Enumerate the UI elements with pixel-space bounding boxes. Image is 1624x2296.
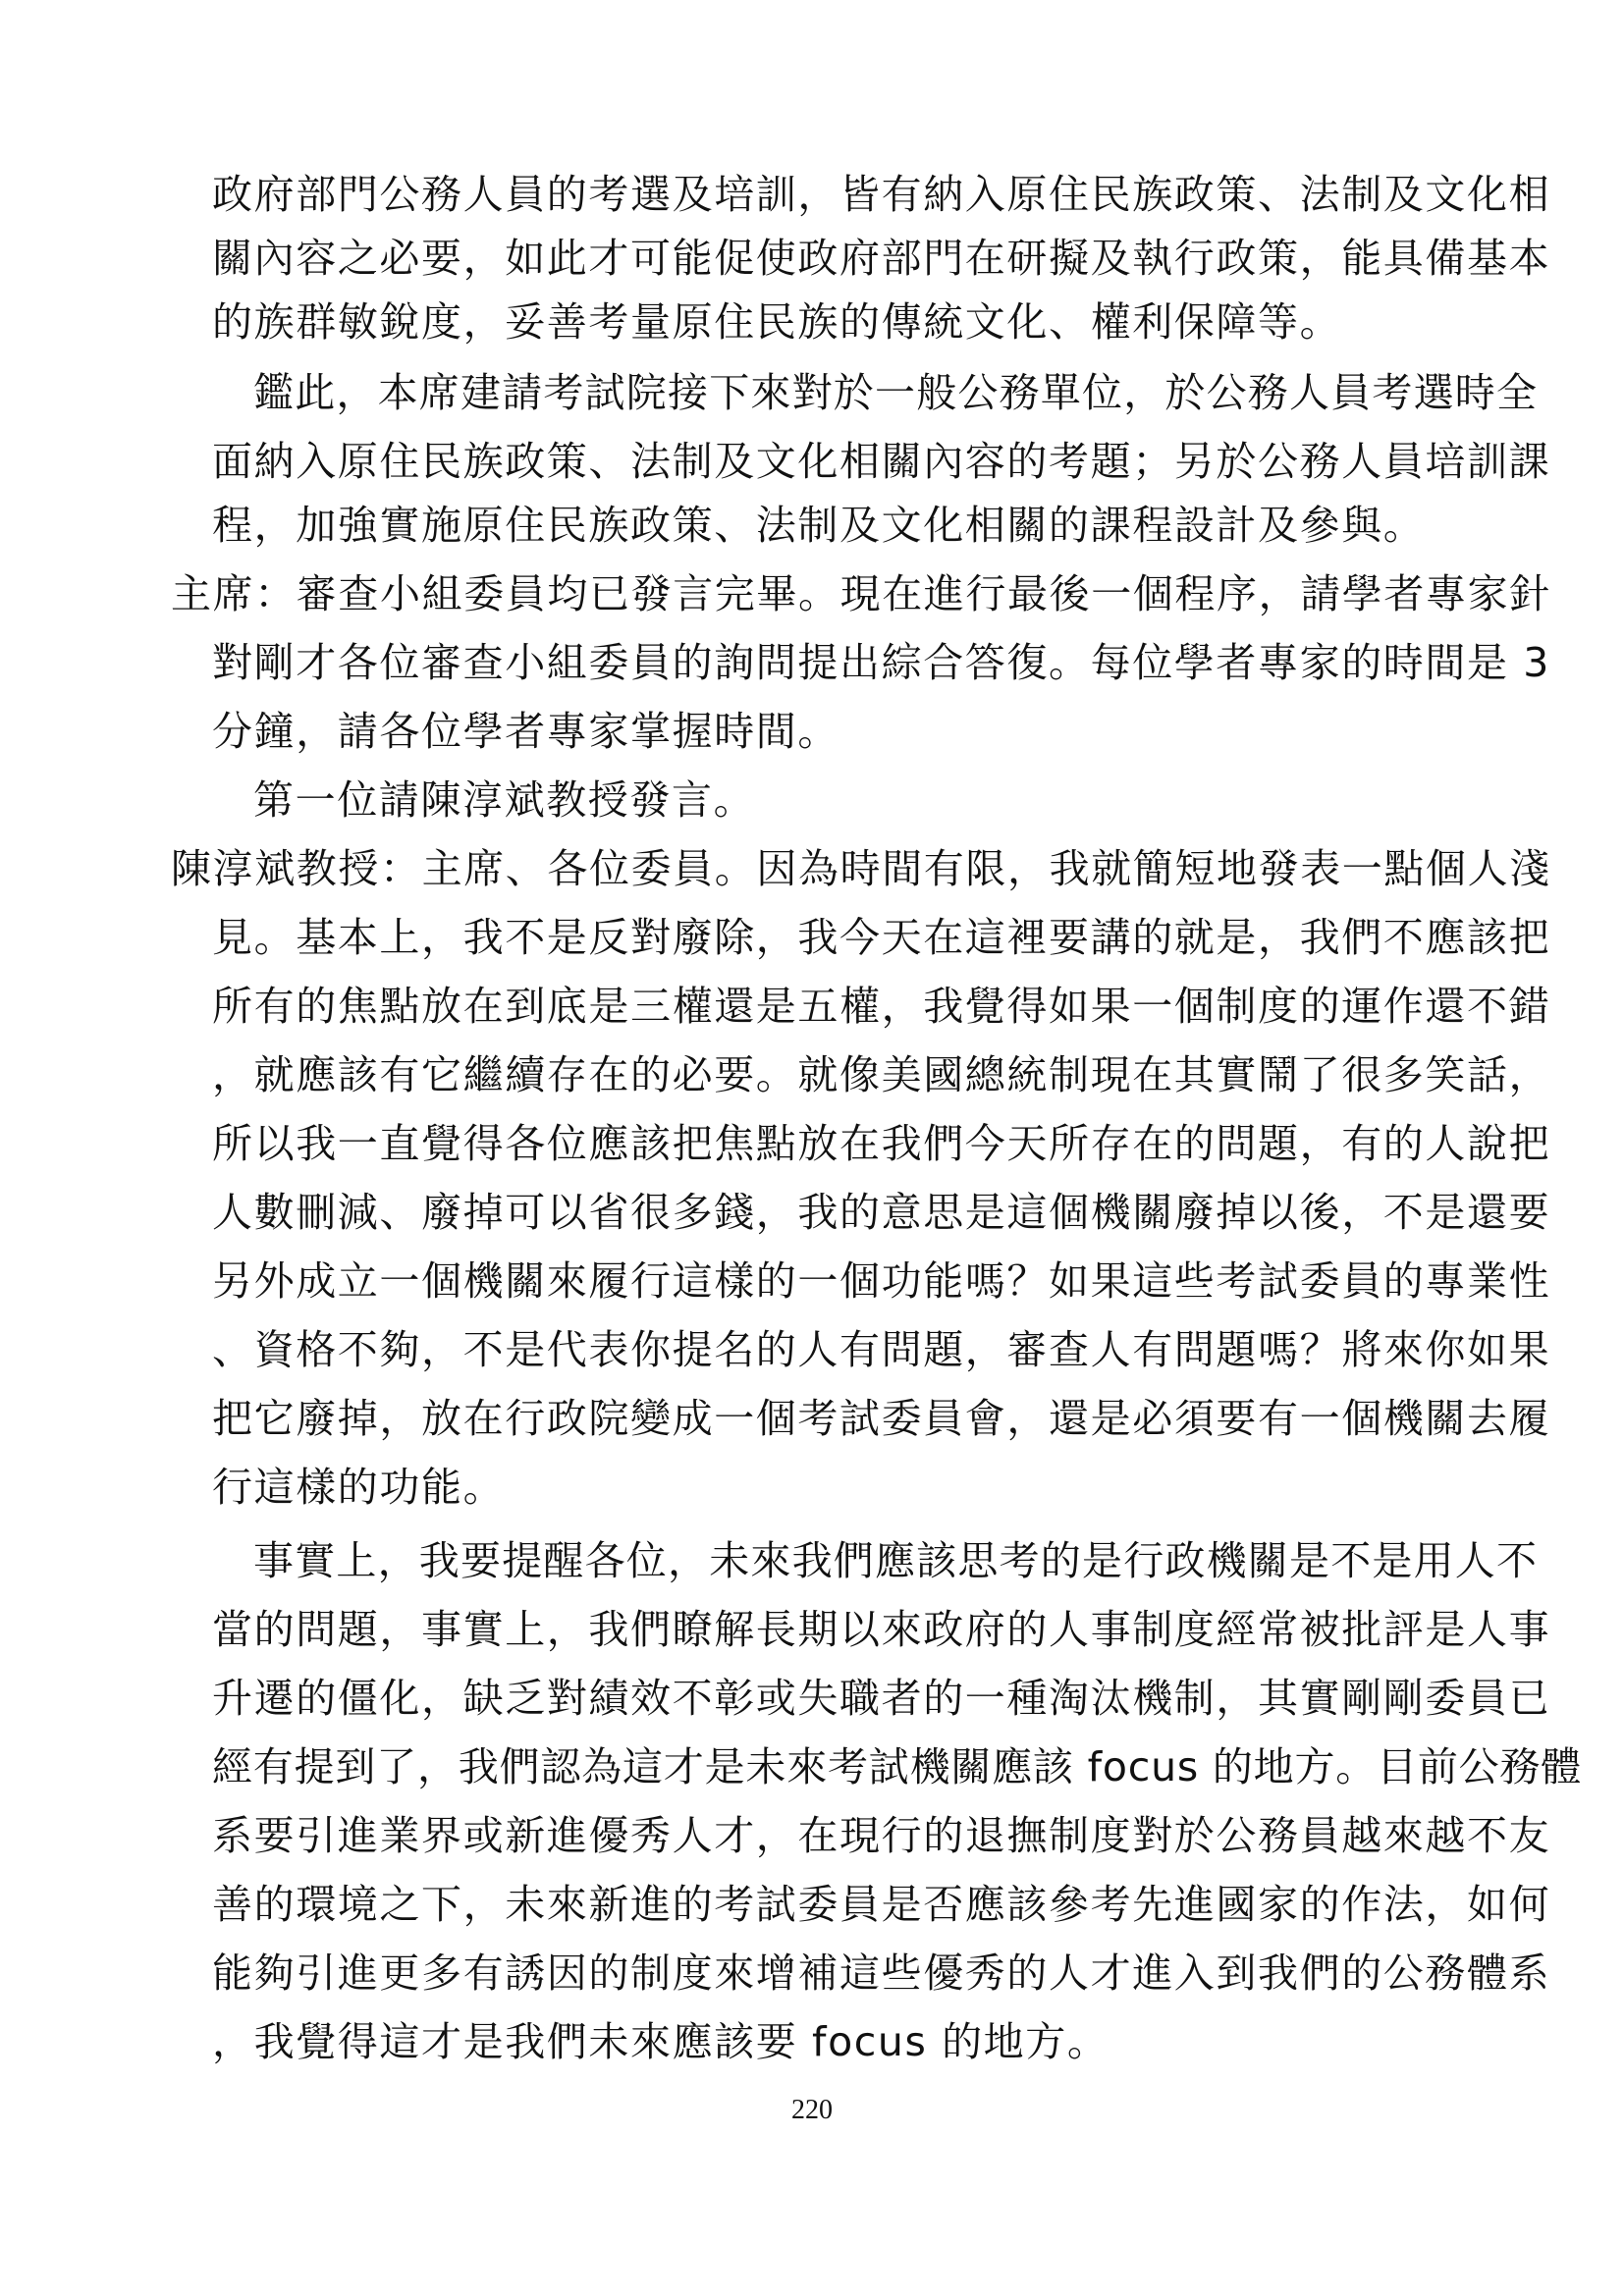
text-line: 能夠引進更多有誘因的制度來增補這些優秀的人才進入到我們的公務體系	[212, 1949, 1551, 1997]
text-line: 第一位請陳淳斌教授發言。	[253, 776, 756, 824]
text-line: 善的環境之下，未來新進的考試委員是否應該參考先進國家的作法，如何	[212, 1881, 1551, 1928]
speaker-line: 主席：審查小組委員均已發言完畢。現在進行最後一個程序，請學者專家針	[171, 570, 1551, 617]
speaker-line: 陳淳斌教授：主席、各位委員。因為時間有限，我就簡短地發表一點個人淺	[171, 845, 1551, 892]
text-line: 關內容之必要，如此才可能促使政府部門在研擬及執行政策，能具備基本	[212, 235, 1551, 282]
text-line: 鑑此，本席建請考試院接下來對於一般公務單位，於公務人員考選時全	[253, 369, 1539, 416]
text-line: 另外成立一個機關來履行這樣的一個功能嗎？如果這些考試委員的專業性	[212, 1257, 1551, 1305]
text-line: 當的問題，事實上，我們瞭解長期以來政府的人事制度經常被批評是人事	[212, 1606, 1551, 1653]
text-line: 經有提到了，我們認為這才是未來考試機關應該 focus 的地方。目前公務體	[212, 1743, 1583, 1790]
text-line: 系要引進業界或新進優秀人才，在現行的退撫制度對於公務員越來越不友	[212, 1812, 1551, 1859]
text-line: 人數刪減、廢掉可以省很多錢，我的意思是這個機關廢掉以後，不是還要	[212, 1189, 1551, 1236]
text-line: 升遷的僵化，缺乏對績效不彰或失職者的一種淘汰機制，其實剛剛委員已	[212, 1675, 1551, 1722]
text-line: 所有的焦點放在到底是三權還是五權，我覺得如果一個制度的運作還不錯	[212, 983, 1551, 1030]
text-line: 政府部門公務人員的考選及培訓，皆有納入原住民族政策、法制及文化相	[212, 171, 1551, 218]
text-line: 所以我一直覺得各位應該把焦點放在我們今天所存在的問題，有的人說把	[212, 1120, 1551, 1167]
text-line: 程，加強實施原住民族政策、法制及文化相關的課程設計及參與。	[212, 502, 1426, 549]
text-line: 面納入原住民族政策、法制及文化相關內容的考題；另於公務人員培訓課	[212, 438, 1551, 485]
text-line: 的族群敏銳度，妥善考量原住民族的傳統文化、權利保障等。	[212, 298, 1342, 346]
page-number: 220	[791, 2095, 833, 2125]
text-line: ，就應該有它繼續存在的必要。就像美國總統制現在其實鬧了很多笑話，	[212, 1051, 1551, 1098]
text-line: 分鐘，請各位學者專家掌握時間。	[212, 708, 839, 755]
text-line: 見。基本上，我不是反對廢除，我今天在這裡要講的就是，我們不應該把	[212, 914, 1551, 961]
text-line: 把它廢掉，放在行政院變成一個考試委員會，還是必須要有一個機關去履	[212, 1395, 1551, 1442]
text-line: 、資格不夠，不是代表你提名的人有問題，審查人有問題嗎？將來你如果	[212, 1326, 1551, 1373]
text-line: 行這樣的功能。	[212, 1464, 506, 1511]
text-line: ，我覺得這才是我們未來應該要 focus 的地方。	[212, 2018, 1110, 2065]
text-line: 對剛才各位審查小組委員的詢問提出綜合答復。每位學者專家的時間是 3	[212, 639, 1550, 686]
text-line: 事實上，我要提醒各位，未來我們應該思考的是行政機關是不是用人不	[253, 1537, 1539, 1584]
